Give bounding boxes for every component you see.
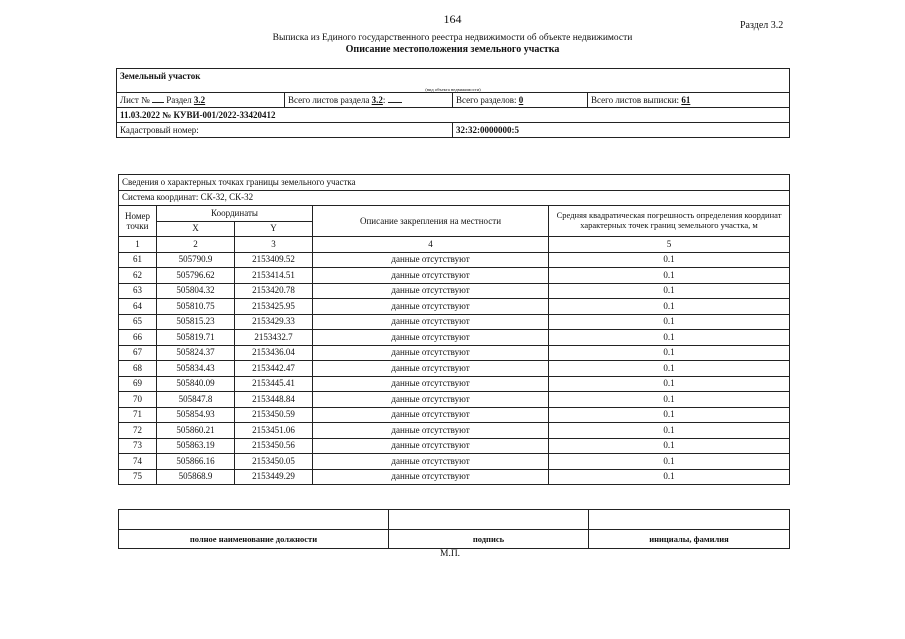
point-error: 0.1 [549,469,790,485]
coord-y: 2153420.78 [235,283,313,299]
coord-x: 505860.21 [157,423,235,439]
point-error: 0.1 [549,330,790,346]
point-description: данные отсутствуют [313,392,549,408]
object-type: Земельный участок [117,69,790,84]
coord-y: 2153449.29 [235,469,313,485]
sheet-cell [117,93,285,108]
total-extract-sheets-label: Всего листов выписки: [591,94,680,105]
col-number-header: Номер точки [119,206,157,237]
points-table [118,174,790,485]
point-error: 0.1 [549,314,790,330]
coord-x: 505834.43 [157,361,235,377]
point-number: 74 [119,454,157,470]
section-part-label: Раздел [166,94,192,105]
table-row [119,454,790,470]
table-row [119,330,790,346]
point-error: 0.1 [549,345,790,361]
point-description: данные отсутствуют [313,376,549,392]
coord-x: 505790.9 [157,252,235,268]
point-description: данные отсутствуют [313,268,549,284]
point-error: 0.1 [549,438,790,454]
point-description: данные отсутствуют [313,283,549,299]
points-body [119,252,790,485]
point-error: 0.1 [549,392,790,408]
point-number: 67 [119,345,157,361]
stamp-label: М.П. [440,549,461,559]
total-sheets-section-value: 3.2 [371,94,383,105]
signature-label: подпись [389,530,589,549]
point-description: данные отсутствуют [313,469,549,485]
coord-x: 505810.75 [157,299,235,315]
document-title: Выписка из Единого государственного реестра недвижимости об объекте недвижимости [272,33,633,43]
index-cell: 1 [119,237,157,253]
section-label: Раздел 3.2 [740,20,784,31]
document-subtitle: Описание местоположения земельного участка [345,44,560,55]
point-error: 0.1 [549,268,790,284]
point-number: 75 [119,469,157,485]
position-label: полное наименование должности [119,530,389,549]
point-description: данные отсутствуют [313,299,549,315]
coord-y: 2153450.59 [235,407,313,423]
name-field [589,510,790,530]
point-error: 0.1 [549,361,790,377]
coord-x: 505815.23 [157,314,235,330]
table-row [119,438,790,454]
coord-x: 505819.71 [157,330,235,346]
point-number: 68 [119,361,157,377]
coord-y: 2153445.41 [235,376,313,392]
table-row [119,407,790,423]
total-sections-value: 0 [518,94,524,105]
coord-x: 505804.32 [157,283,235,299]
table-row [119,376,790,392]
point-description: данные отсутствуют [313,438,549,454]
page-number: 164 [443,12,462,26]
point-description: данные отсутствуют [313,345,549,361]
point-error: 0.1 [549,407,790,423]
point-number: 72 [119,423,157,439]
object-type-caption: (вид объекта недвижимости) [117,83,790,93]
coord-y: 2153409.52 [235,252,313,268]
coord-x: 505796.62 [157,268,235,284]
point-number: 61 [119,252,157,268]
date-number: 11.03.2022 № КУВИ-001/2022-33420412 [117,108,790,123]
cadastral-value: 32:32:0000000:5 [453,123,790,138]
index-cell: 4 [313,237,549,253]
table-row [119,283,790,299]
name-label: инициалы, фамилия [589,530,790,549]
coord-x: 505840.09 [157,376,235,392]
point-description: данные отсутствуют [313,407,549,423]
index-cell: 3 [235,237,313,253]
index-row [119,237,790,253]
table-row [119,392,790,408]
signature-table [118,509,790,549]
total-sheets-section-label: Всего листов раздела [288,94,370,105]
header-table [116,68,790,138]
table-row [119,361,790,377]
point-error: 0.1 [549,299,790,315]
points-caption: Сведения о характерных точках границы земельного участка [119,175,790,191]
coord-x: 505866.16 [157,454,235,470]
coord-x: 505847.8 [157,392,235,408]
point-number: 65 [119,314,157,330]
col-x-header: X [157,221,235,237]
col-description-header: Описание закрепления на местности [313,206,549,237]
point-error: 0.1 [549,283,790,299]
point-description: данные отсутствуют [313,361,549,377]
point-description: данные отсутствуют [313,423,549,439]
point-number: 71 [119,407,157,423]
total-sections-cell [453,93,588,108]
point-error: 0.1 [549,252,790,268]
coord-x: 505824.37 [157,345,235,361]
coord-y: 2153436.04 [235,345,313,361]
coord-y: 2153432.7 [235,330,313,346]
table-row [119,252,790,268]
section-part-value: 3.2 [193,94,206,105]
point-error: 0.1 [549,423,790,439]
point-description: данные отсутствуют [313,454,549,470]
point-number: 73 [119,438,157,454]
point-number: 62 [119,268,157,284]
table-row [119,345,790,361]
position-field [119,510,389,530]
point-description: данные отсутствуют [313,252,549,268]
coord-system: Система координат: СК-32, СК-32 [119,190,790,206]
coord-y: 2153451.06 [235,423,313,439]
point-number: 70 [119,392,157,408]
point-error: 0.1 [549,376,790,392]
total-extract-sheets-cell [588,93,790,108]
index-cell: 2 [157,237,235,253]
table-row [119,268,790,284]
total-sheets-section-cell: Всего листов раздела 3.2: [285,93,453,108]
point-number: 64 [119,299,157,315]
point-description: данные отсутствуют [313,314,549,330]
table-row [119,299,790,315]
col-coords-header: Координаты [157,206,313,222]
coord-y: 2153414.51 [235,268,313,284]
point-number: 66 [119,330,157,346]
index-cell: 5 [549,237,790,253]
signature-field [389,510,589,530]
point-description: данные отсутствуют [313,330,549,346]
point-number: 63 [119,283,157,299]
table-row [119,423,790,439]
coord-y: 2153448.84 [235,392,313,408]
col-error-header: Средняя квадратическая погрешность определения координат характерных точек границ земельного участка, м [549,206,790,237]
total-sections-label: Всего разделов: [456,94,517,105]
table-row [119,314,790,330]
table-row [119,469,790,485]
total-extract-sheets-value: 61 [681,94,691,105]
sheet-label: Лист № [120,94,150,105]
cadastral-label: Кадастровый номер: [117,123,453,138]
coord-y: 2153442.47 [235,361,313,377]
point-error: 0.1 [549,454,790,470]
coord-y: 2153429.33 [235,314,313,330]
coord-y: 2153450.05 [235,454,313,470]
coord-x: 505868.9 [157,469,235,485]
col-y-header: Y [235,221,313,237]
point-number: 69 [119,376,157,392]
coord-x: 505854.93 [157,407,235,423]
coord-x: 505863.19 [157,438,235,454]
coord-y: 2153450.56 [235,438,313,454]
coord-y: 2153425.95 [235,299,313,315]
